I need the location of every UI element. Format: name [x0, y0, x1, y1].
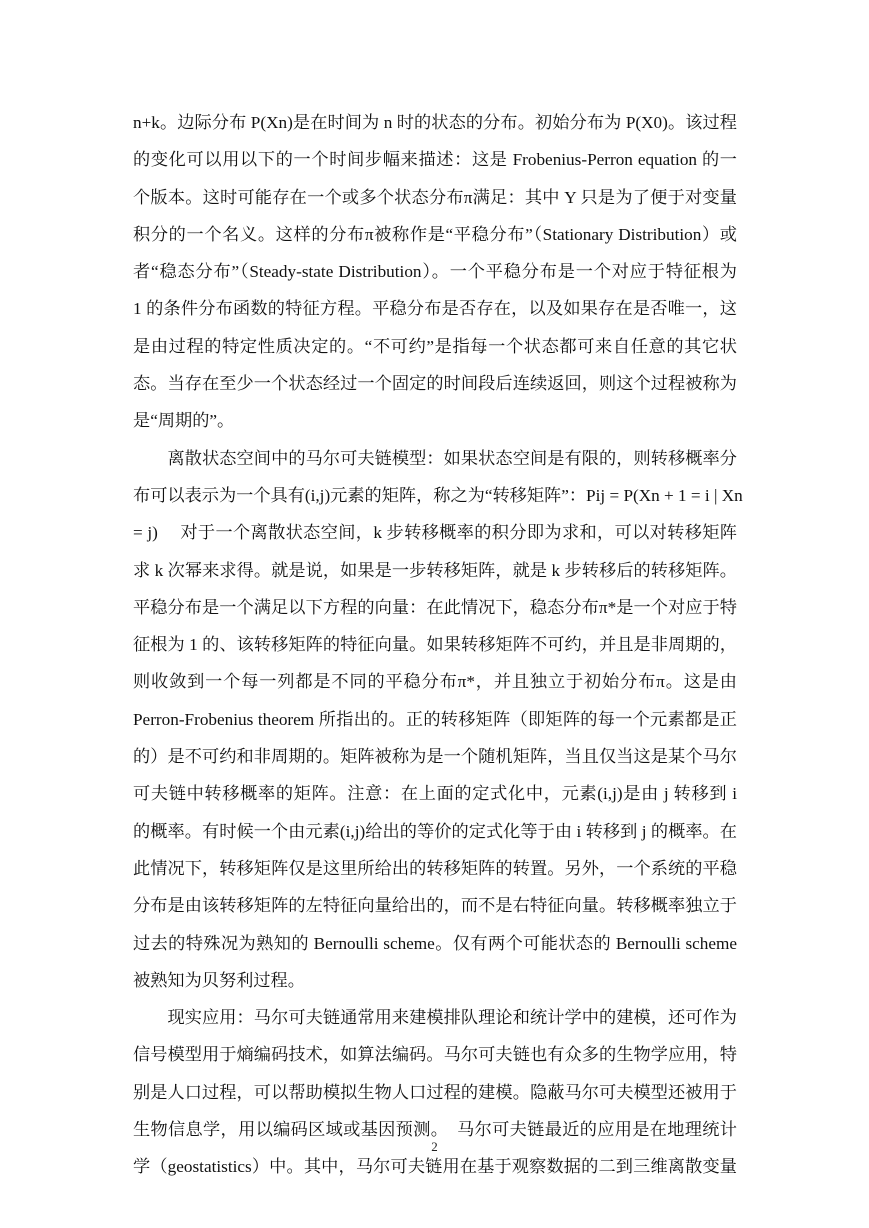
text-line: 的）是不可约和非周期的。矩阵被称为是一个随机矩阵，当且仅当这是某个马尔: [133, 747, 737, 767]
text-line: 离散状态空间中的马尔可夫链模型：如果状态空间是有限的，则转移概率分: [133, 448, 737, 468]
text-line: 的概率。有时候一个由元素(i,j)给出的等价的定式化等于由 i 转移到 j 的概率。在: [133, 821, 737, 841]
text-line: 现实应用：马尔可夫链通常用来建模排队理论和统计学中的建模，还可作为: [133, 1008, 737, 1028]
text-line: 学（geostatistics）中。其中，马尔可夫链用在基于观察数据的二到三维离散变量: [133, 1157, 737, 1177]
text-line: 积分的一个名义。这样的分布π被称作是“平稳分布”（Stationary Distribution）或: [133, 224, 737, 244]
text-line: 个版本。这时可能存在一个或多个状态分布π满足：其中 Y 只是为了便于对变量: [133, 187, 737, 207]
text-line: 过去的特殊况为熟知的 Bernoulli scheme。仅有两个可能状态的 Bernoulli scheme: [133, 933, 737, 953]
text-line: 信号模型用于熵编码技术，如算法编码。马尔可夫链也有众多的生物学应用，特: [133, 1045, 737, 1065]
text-line: = j) 对于一个离散状态空间，k 步转移概率的积分即为求和，可以对转移矩阵: [133, 523, 737, 543]
text-line: 1 的条件分布函数的特征方程。平稳分布是否存在，以及如果存在是否唯一，这: [133, 299, 737, 319]
page-number: 2: [431, 1139, 438, 1154]
text-line: Perron-Frobenius theorem 所指出的。正的转移矩阵（即矩阵的每一个元素都是正: [133, 709, 737, 729]
text-line: 生物信息学，用以编码区域或基因预测。 马尔可夫链最近的应用是在地理统计: [133, 1120, 737, 1140]
text-line: 别是人口过程，可以帮助模拟生物人口过程的建模。隐蔽马尔可夫模型还被用于: [133, 1082, 737, 1102]
text-line: 布可以表示为一个具有(i,j)元素的矩阵，称之为“转移矩阵”：Pij = P(Xn + 1 = i | Xn: [133, 485, 743, 505]
body-text: [133, 104, 743, 1186]
text-line: 被熟知为贝努利过程。: [133, 970, 305, 990]
text-line: n+k。边际分布 P(Xn)是在时间为 n 时的状态的分布。初始分布为 P(X0)。该过程: [133, 113, 737, 132]
text-line: 征根为 1 的、该转移矩阵的特征向量。如果转移矩阵不可约，并且是非周期的，: [133, 635, 737, 655]
text-line: 分布是由该转移矩阵的左特征向量给出的，而不是右特征向量。转移概率独立于: [133, 896, 737, 916]
text-line: 此情况下，转移矩阵仅是这里所给出的转移矩阵的转置。另外，一个系统的平稳: [133, 858, 737, 878]
text-line: 是由过程的特定性质决定的。“不可约”是指每一个状态都可来自任意的其它状: [133, 336, 737, 356]
text-line: 则收敛到一个每一列都是不同的平稳分布π*，并且独立于初始分布π。这是由: [133, 672, 737, 692]
text-line: 平稳分布是一个满足以下方程的向量：在此情况下，稳态分布π*是一个对应于特: [133, 597, 737, 617]
text-line: 者“稳态分布”（Steady-state Distribution）。一个平稳分布是一个对应于特征根为: [133, 262, 737, 282]
text-line: 求 k 次幂来求得。就是说，如果是一步转移矩阵，就是 k 步转移后的转移矩阵。: [133, 560, 737, 580]
text-line: 的变化可以用以下的一个时间步幅来描述：这是 Frobenius-Perron equation 的一: [133, 150, 737, 170]
text-line: 可夫链中转移概率的矩阵。注意：在上面的定式化中，元素(i,j)是由 j 转移到 i: [133, 784, 737, 804]
text-line: 是“周期的”。: [133, 411, 235, 431]
text-line: 态。当存在至少一个状态经过一个固定的时间段后连续返回，则这个过程被称为: [133, 374, 737, 394]
